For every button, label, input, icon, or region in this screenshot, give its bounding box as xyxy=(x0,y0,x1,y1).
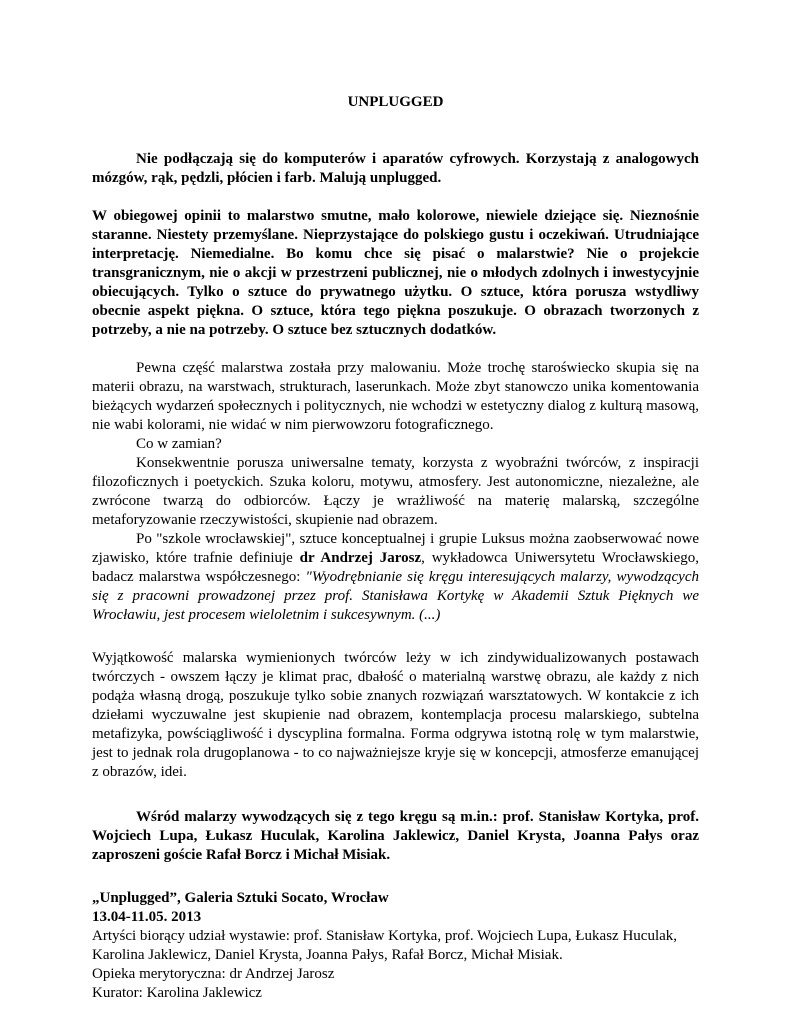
body-paragraph-4 xyxy=(92,530,699,625)
artists-paragraph: Wśród malarzy wywodzących się z tego kręgu są m.in.: prof. Stanisław Kortyka, prof. Wojciech Lupa, Łukasz Huculak, Karolina Jaklewicz, Daniel Krysta, Joanna Pałys oraz zaproszeni goście Rafał Borcz i Michał Misiak. xyxy=(92,809,699,863)
body-paragraph-5: Wyjątkowość malarska wymienionych twórców leży w ich zindywidualizowanych postawach twórczych - owszem łączy je klimat prac, dbałość o materialną warstwę obrazu, ale każdy z nich podąża własną drogą, poszukuje tylko sobie znanych rozwiązań warsztatowych. W kontakcie z ich dziełami wyczuwalne jest skupienie nad obrazem, kontemplacja procesu malarskiego, subtelna metafizyka, powściągliwość i dyscyplina formalna. Forma odgrywa istotną rolę w tym malarstwie, jest to jednak rola drugoplanowa - to co najważniejsze kryje się w koncepcji, atmosferze emanującej z obrazów, idei. xyxy=(92,650,699,780)
body-paragraph-2: Co w zamian? xyxy=(136,436,222,452)
exhibition-name: „Unplugged”, Galeria Sztuki Socato, Wrocław xyxy=(92,890,389,906)
supervision-line: Opieka merytoryczna: dr Andrzej Jarosz xyxy=(92,966,335,982)
participants-list: Artyści biorący udział wystawie: prof. Stanisław Kortyka, prof. Wojciech Lupa, Łukasz Huculak, Karolina Jaklewicz, Daniel Krysta, Joanna Pałys, Rafał Borcz, Michał Misiak. xyxy=(92,928,678,963)
exhibition-info xyxy=(92,889,699,1003)
exhibition-dates: 13.04-11.05. 2013 xyxy=(92,909,202,925)
document-title: UNPLUGGED xyxy=(347,94,444,110)
lead-paragraph: Nie podłączają się do komputerów i aparatów cyfrowych. Korzystają z analogowych mózgów, rąk, pędzli, płócien i farb. Malują unplugged. xyxy=(92,151,699,186)
author-name: dr Andrzej Jarosz xyxy=(299,550,422,566)
p4-text-b: , wykładowca Uniwersytetu Wrocławskiego, badacz malarstwa współczesnego: xyxy=(92,550,699,585)
curator-line: Kurator: Karolina Jaklewicz xyxy=(92,985,262,1001)
bold-intro-paragraph: W obiegowej opinii to malarstwo smutne, mało kolorowe, niewiele dziejące się. Nieznośnie staranne. Niestety przemyślane. Nieprzystające do polskiego gustu i oczekiwań. Utrudniające interpretację. Niemedialne. Bo komu chce się pisać o malarstwie? Nie o projekcie transgranicznym, nie o akcji w przestrzeni publicznej, nie o młodych zdolnych i inwestycyjnie obiecujących. Tylko o sztuce do prywatnego użytku. O sztuce, która porusza wstydliwy obecnie aspekt piękna. O sztuce, która tego piękna poszukuje. O obrazach tworzonych z potrzeby, a nie na potrzeby. O sztuce bez sztucznych dodatków. xyxy=(92,208,699,338)
body-paragraph-1: Pewna część malarstwa została przy malowaniu. Może trochę staroświecko skupia się na materii obrazu, na warstwach, strukturach, laserunkach. Może zbyt stanowczo unika komentowania bieżących wydarzeń społecznych i politycznych, nie wchodzi w estetyczny dialog z kulturą masową, nie wabi kolorami, nie widać w nim pierwowzoru fotograficznego. xyxy=(92,360,699,433)
p4-text-a: Po "szkole wrocławskiej", sztuce konceptualnej i grupie Luksus można zaobserwować nowe zjawisko, które trafnie definiuje xyxy=(92,531,699,566)
body-paragraph-3: Konsekwentnie porusza uniwersalne tematy, korzysta z wyobraźni twórców, z inspiracji filozoficznych i poetyckich. Szuka koloru, motywu, atmosfery. Jest autonomiczne, niezależne, ale zwrócone twarzą do odbiorców. Łączy je wrażliwość na materię malarską, szczególne metaforyzowanie rzeczywistości, skupienie nad obrazem. xyxy=(92,455,699,528)
quote-text: "Wyodrębnianie się kręgu interesujących malarzy, wywodzących się z pracowni prowadzonej przez prof. Stanisława Kortykę w Akademii Sztuk Pięknych we Wrocławiu, jest procesem wieloletnim i sukcesywnym. (...) xyxy=(92,569,699,623)
